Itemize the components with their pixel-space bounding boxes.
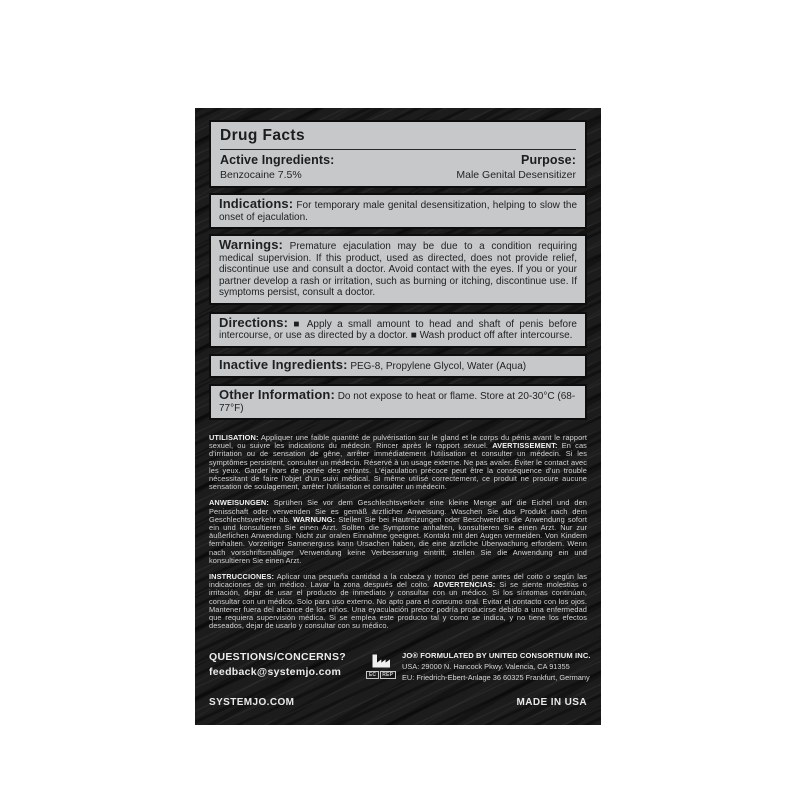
warnings-body: Premature ejaculation may be due to a condition requiring medical supervision. If this product, used as directed, does not provide relief, discontinue use and consult a doctor. Avoid contact with the eyes. If you or your partner develop a rash or irritation, such as burning or itching, discontinue use. If symptoms persist, consult a doctor. [219,241,578,298]
ec-box: EC [366,671,378,679]
purpose-label: Purpose: [521,153,576,167]
active-ingredients-value: Benzocaine 7.5% [220,169,302,181]
other-information-body: Do not expose to heat or flame. Store at 20-30°C (68-77°F) [219,391,576,414]
other-information-heading: Other Information: [219,387,335,402]
rep-box: REP [380,671,396,679]
other-information-section [209,384,587,420]
footer-bottom-row [209,697,587,708]
manufacturer-text [402,650,591,683]
inactive-ingredients-body: PEG-8, Propylene Glycol, Water (Aqua) [350,360,527,372]
directions-body: ■ Apply a small amount to head and shaft of penis before intercourse, or use as directed by a doctor. ■ Wash product off after intercourse. [219,318,577,341]
manufacturer-symbols [365,650,397,683]
active-ingredients-label: Active Ingredients: [220,153,335,167]
drug-facts-title: Drug Facts [220,127,305,144]
questions-concerns-label: QUESTIONS/CONCERNS? [209,651,346,664]
warnings-heading: Warnings: [219,237,283,252]
usage-paragraph-french: UTILISATION: Appliquer une faible quantité de pulvérisation sur le gland et le corps du pénis avant le rapport sexuel, ou suivre les indications du médecin. Rincer après le rapport sexuel. AVERTISSEMENT: En cas d'irritation ou de sensation de gêne, arrêter immédiatement l'utilisation et consulter un médecin. Si les symptômes persistent, consulter un médecin. Réservé à un usage externe. Ne pas avaler. Éviter le contact avec les yeux. Garder hors de portée des enfants. L'éjaculation précoce peut être la conséquence d'un trouble nécessitant de faire l'objet d'un suivi médical. Si même utilisé correctement, ce produit ne procure aucune sensation de soulagement, arrêter l'utilisation et consulter un médecin. [209,433,587,492]
usage-paragraph-spanish: INSTRUCCIONES: Aplicar una pequeña cantidad a la cabeza y tronco del pene antes del coito o según las indicaciones de un médico. Lavar la zona después del coito. ADVERTENCIAS: Si se siente molestias o irritación, dejar de usar el producto de inmediato y consultar con un médico. Si los síntomas continúan, consultar con un médico. Solo para uso externo. No apto para el consumo oral. Evitar el contacto con los ojos. Mantener fuera del alcance de los niños. Una eyaculación precoz podría producirse debido a una enfermedad que requiera supervisión médica. Si se emplea este producto tal y como se indica, y no tiene los efectos deseados, dejar de usarlo y consultar con su médico. [209,572,587,631]
warnings-section [209,234,587,305]
usage-paragraph-german: ANWEISUNGEN: Sprühen Sie vor dem Geschlechtsverkehr eine kleine Menge auf die Eichel und den Penisschaft oder verwenden Sie es gemäß ärztlicher Anweisung. Waschen Sie das Produkt nach dem Geschlechtsverkehr ab. WARNUNG: Stellen Sie bei Hautreizungen oder Beschwerden die Anwendung sofort ein und konsultieren Sie einen Arzt. Sollten die Symptome anhalten, konsultieren Sie einen Arzt. Nur zur äußerlichen Anwendung. Nicht zur oralen Einnahme geeignet. Kontakt mit den Augen vermeiden. Von Kindern fernhalten. Vorzeitiger Samenerguss kann Ursachen haben, die eine ärztliche Überwachung erfordern. Wenn nach vorschriftsmäßiger Verwendung keine Verbesserung eintritt, stellen Sie die Anwendung ein und konsultieren Sie einen Arzt. [209,498,587,565]
directions-heading: Directions: [219,314,289,330]
active-ingredients-purpose-row [219,150,577,182]
website-url: SYSTEMJO.COM [209,697,295,709]
manufacturer-block [365,650,591,683]
inactive-ingredients-section [209,354,587,379]
ec-rep-icon [366,671,395,679]
feedback-email: feedback@systemjo.com [209,666,342,679]
indications-heading: Indications: [219,196,294,211]
eu-address: EU: Friedrich-Ebert-Anlage 36 60325 Frankfurt, Germany [402,673,590,683]
purpose-section [456,153,576,181]
questions-block [209,650,346,680]
drug-facts-header-box [209,120,587,188]
manufacturer-line: JO® FORMULATED BY UNITED CONSORTIUM INC. [402,651,591,661]
purpose-value: Male Genital Desensitizer [456,169,576,181]
footer-contact-row [209,650,591,683]
product-label-back-panel [195,108,601,725]
indications-section [209,193,587,229]
usa-address: USA: 29000 N. Hancock Pkwy. Valencia, CA 91355 [402,662,570,672]
drug-facts-panel [209,120,587,420]
inactive-ingredients-heading: Inactive Ingredients: [219,356,348,372]
indications-body: For temporary male genital desensitization, helping to slow the onset of ejaculation. [219,200,578,223]
directions-section [209,312,587,348]
made-in-usa-label: MADE IN USA [516,697,587,709]
factory-icon [371,653,392,668]
active-ingredients-section [220,153,334,181]
